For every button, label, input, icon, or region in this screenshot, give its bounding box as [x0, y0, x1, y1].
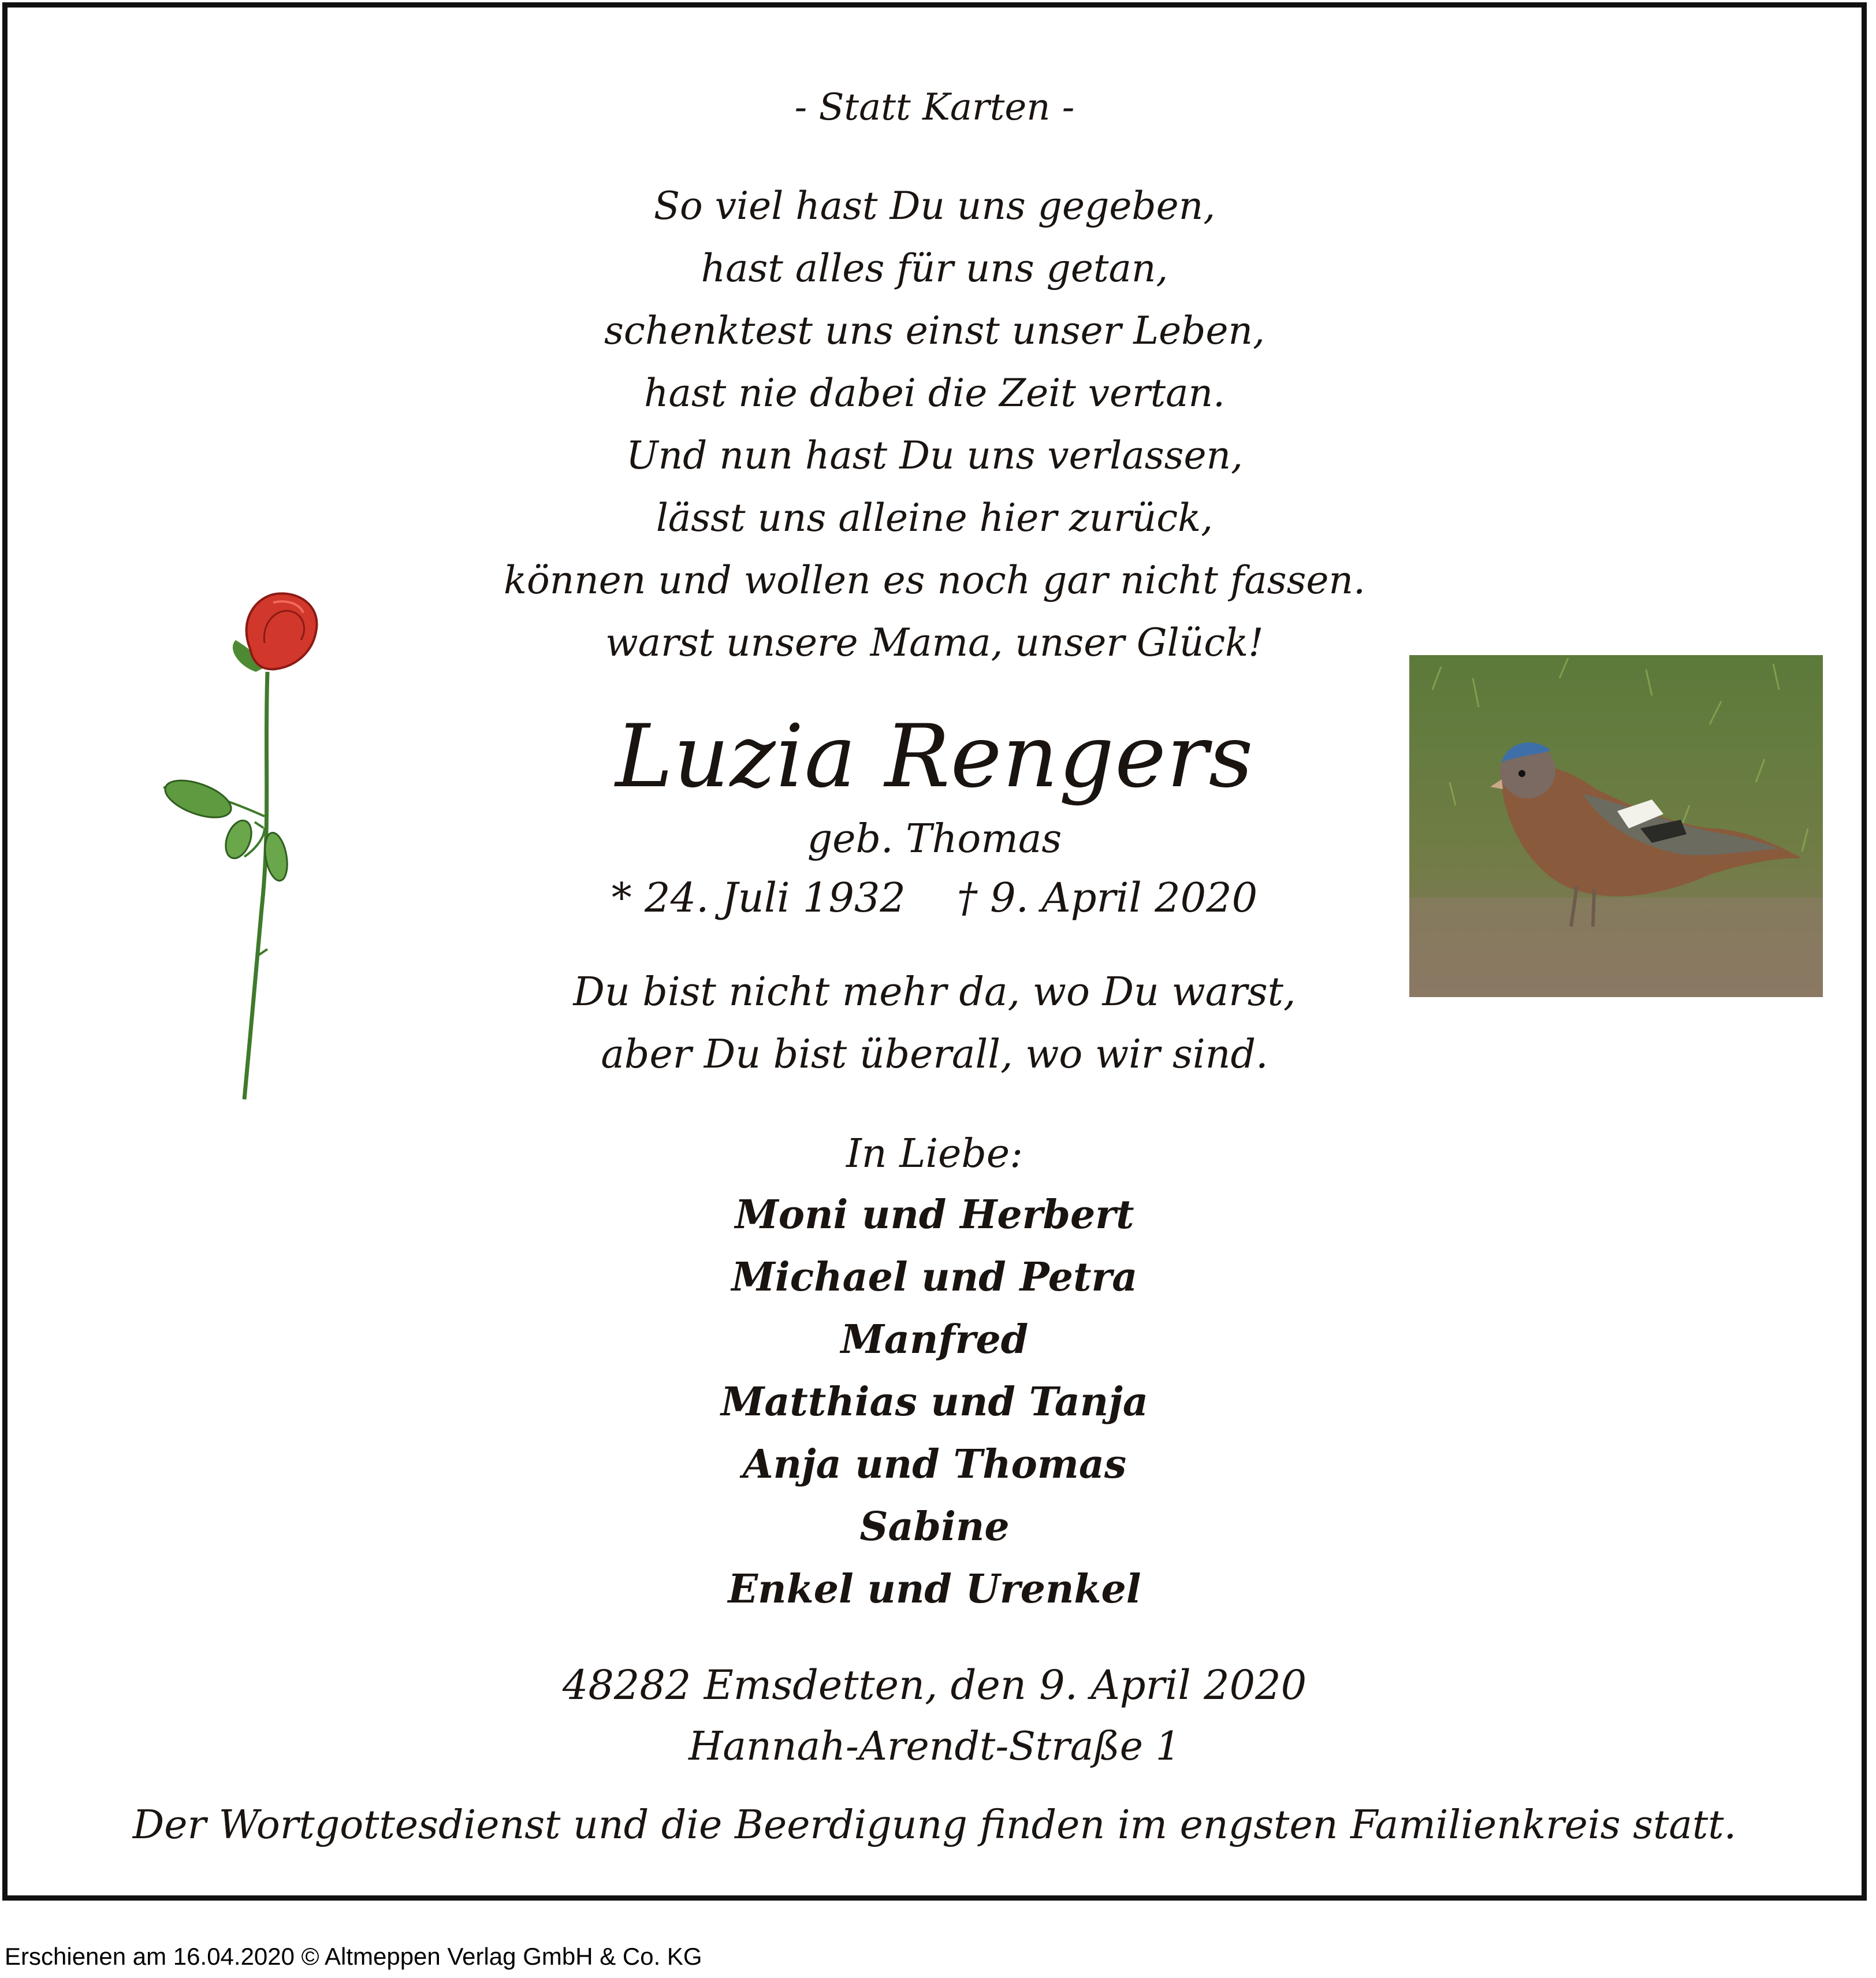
- mourner-name: Matthias und Tanja: [721, 1379, 1148, 1425]
- bird-photo: [1409, 655, 1823, 997]
- service-notice: Der Wortgottesdienst und die Beerdigung finden im engsten Familienkreis statt.: [132, 1802, 1737, 1848]
- rose-image: [152, 585, 360, 1105]
- mourner-name: Michael und Petra: [731, 1254, 1138, 1300]
- publication-footer: Erschienen am 16.04.2020 © Altmeppen Verlag GmbH & Co. KG: [5, 1943, 702, 1970]
- address: Hannah-Arendt-Straße 1: [688, 1724, 1181, 1769]
- mourner-name: Manfred: [840, 1317, 1029, 1363]
- mourner-name: Sabine: [859, 1504, 1010, 1550]
- poem-line: Und nun hast Du uns verlassen,: [626, 433, 1243, 478]
- place-date: 48282 Emsdetten, den 9. April 2020: [562, 1661, 1307, 1709]
- obituary-frame: [2, 2, 1867, 1901]
- mourner-name: Anja und Thomas: [742, 1441, 1127, 1488]
- poem-line: schenktest uns einst unser Leben,: [604, 308, 1265, 353]
- birth-name: geb. Thomas: [807, 816, 1062, 862]
- poem-line: können und wollen es noch gar nicht fassen.: [504, 558, 1365, 603]
- poem-line: warst unsere Mama, unser Glück!: [605, 620, 1264, 665]
- poem-line: lässt uns alleine hier zurück,: [656, 496, 1214, 540]
- mourner-name: Moni und Herbert: [735, 1192, 1134, 1238]
- quote-line: Du bist nicht mehr da, wo Du warst,: [573, 969, 1296, 1015]
- poem-line: So viel hast Du uns gegeben,: [653, 184, 1216, 228]
- quote-line: aber Du bist überall, wo wir sind.: [601, 1032, 1268, 1077]
- deceased-name: Luzia Rengers: [615, 707, 1254, 807]
- poem-line: hast nie dabei die Zeit vertan.: [643, 371, 1226, 415]
- poem-line: hast alles für uns getan,: [701, 246, 1168, 291]
- life-dates: * 24. Juli 1932 † 9. April 2020: [611, 874, 1258, 921]
- header-statt-karten: - Statt Karten -: [794, 86, 1075, 129]
- mourner-name: Enkel und Urenkel: [728, 1566, 1141, 1612]
- in-love-label: In Liebe:: [846, 1131, 1023, 1177]
